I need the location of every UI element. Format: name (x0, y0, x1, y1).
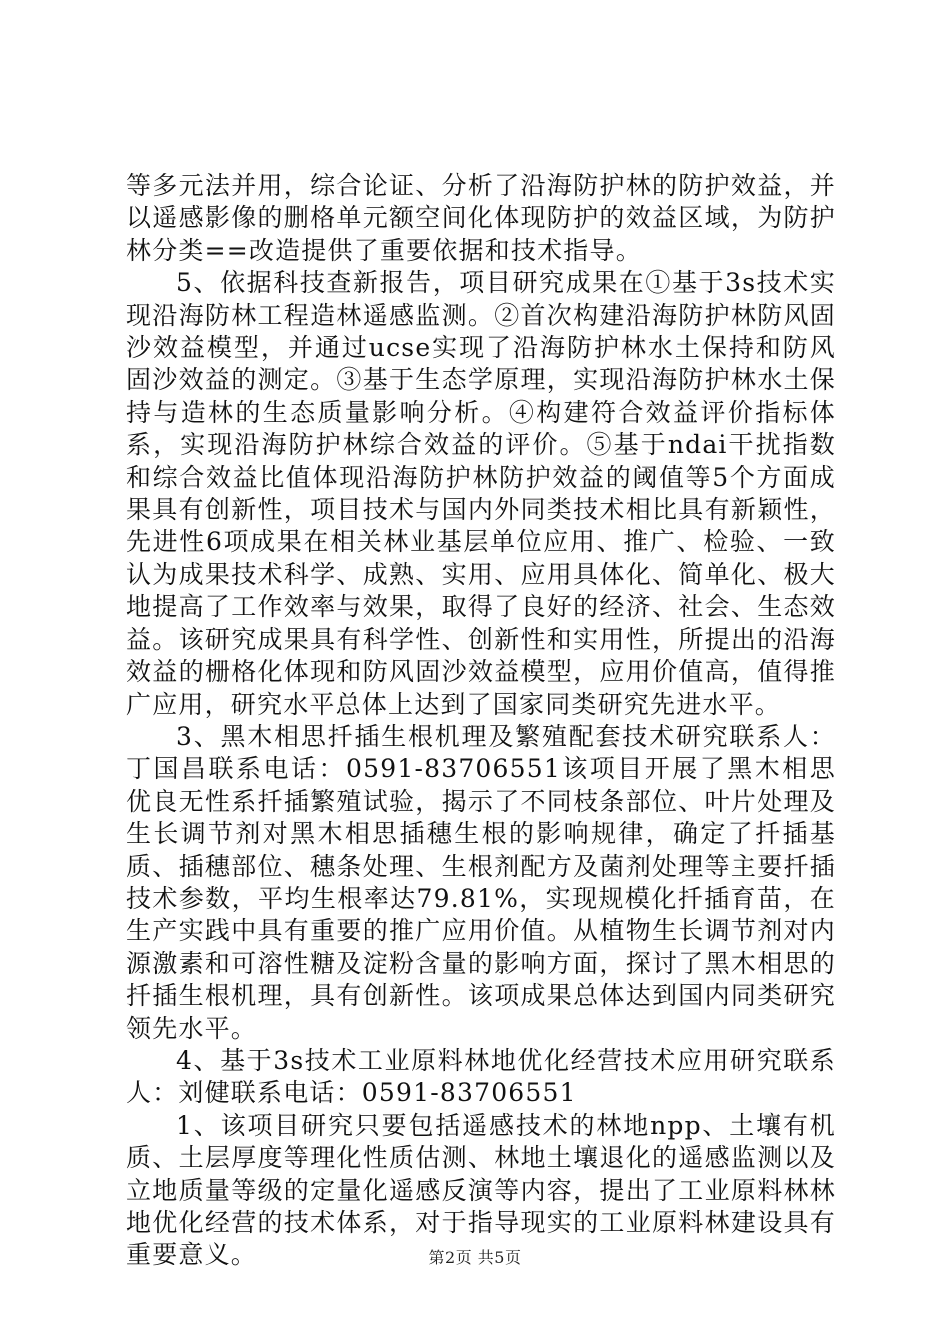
paragraph-continuation: 等多元法并用，综合论证、分析了沿海防护林的防护效益，并以遥感影像的删格单元额空间化体现防护的效益区域，为防护林分类==改造提供了重要依据和技术指导。 (126, 171, 836, 265)
paragraph-item-4: 4、基于3s技术工业原料林地优化经营技术应用研究联系人：刘健联系电话：0591-83706551 (126, 1045, 836, 1108)
page-footer (0, 1245, 950, 1268)
document-body (126, 170, 836, 1272)
paragraph-item-1: 1、该项目研究只要包括遥感技术的林地npp、土壤有机质、土层厚度等理化性质估测、林地土壤退化的遥感监测以及立地质量等级的定量化遥感反演等内容，提出了工业原料林林地优化经营的技术体系，对于指导现实的工业原料林建设具有重要意义。 (126, 1110, 836, 1270)
page-number-label: 第2页 共5页 (428, 1248, 522, 1267)
paragraph-item-5: 5、依据科技查新报告，项目研究成果在①基于3s技术实现沿海防林工程造林遥感监测。②首次构建沿海防护林防风固沙效益模型，并通过ucse实现了沿海防护林水土保持和防风固沙效益的测定。③基于生态学原理，实现沿海防护林水土保持与造林的生态质量影响分析。④构建符合效益评价指标体系，实现沿海防护林综合效益的评价。⑤基于ndai干扰指数和综合效益比值体现沿海防护林防护效益的阈值等5个方面成果具有创新性，项目技术与国内外同类技术相比具有新颖性，先进性6项成果在相关林业基层单位应用、推广、检验、一致认为成果技术科学、成熟、实用、应用具体化、简单化、极大地提高了工作效率与效果，取得了良好的经济、社会、生态效益。该研究成果具有科学性、创新性和实用性，所提出的沿海效益的栅格化体现和防风固沙效益模型，应用价值高，值得推广应用，研究水平总体上达到了国家同类研究先进水平。 (126, 268, 836, 719)
paragraph-item-3: 3、黑木相思扦插生根机理及繁殖配套技术研究联系人：丁国昌联系电话：0591-83706551该项目开展了黑木相思优良无性系扦插繁殖试验，揭示了不同枝条部位、叶片处理及生长调节剂对黑木相思插穗生根的影响规律，确定了扦插基质、插穗部位、穗条处理、生根剂配方及菌剂处理等主要扦插技术参数，平均生根率达79.81%，实现规模化扦插育苗，在生产实践中具有重要的推广应用价值。从植物生长调节剂对内源激素和可溶性糖及淀粉含量的影响方面，探讨了黑木相思的扦插生根机理，具有创新性。该项成果总体达到国内同类研究领先水平。 (126, 721, 836, 1043)
